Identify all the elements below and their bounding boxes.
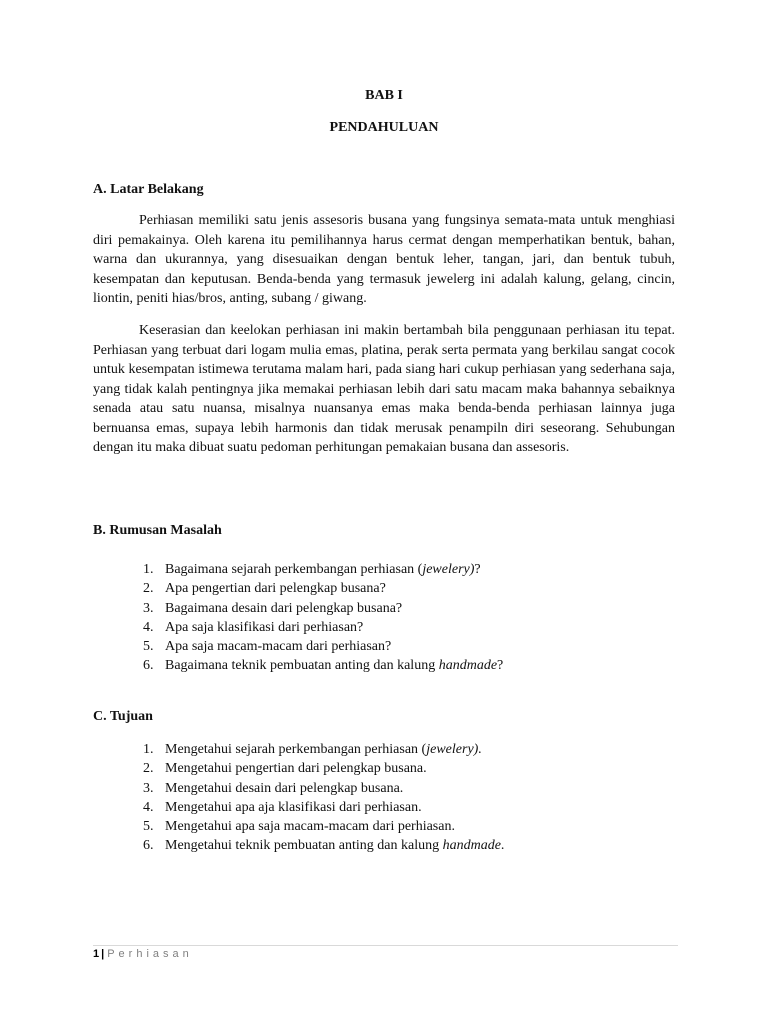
list-suffix: ?: [474, 562, 481, 577]
page-number: 1: [93, 948, 100, 960]
list-item: [93, 779, 504, 798]
list-text: Apa saja macam-macam dari perhiasan?: [165, 639, 392, 655]
list-number: 4.: [143, 619, 154, 635]
list-item: [93, 759, 504, 778]
list-item: [93, 817, 504, 836]
list-item: [93, 656, 503, 675]
section-c-heading: C. Tujuan: [93, 709, 153, 724]
list-suffix: ?: [497, 658, 504, 674]
list-emphasis: handmade: [438, 658, 498, 674]
list-item: [93, 560, 503, 579]
list-text: Mengetahui apa aja klasifikasi dari perhiasan.: [165, 799, 422, 815]
list-item: [93, 798, 504, 817]
list-number: 2.: [143, 581, 154, 597]
chapter-title: BAB I: [365, 88, 403, 103]
footer-document-name: Perhiasan: [107, 948, 193, 960]
list-number: 4.: [143, 799, 154, 815]
list-emphasis: jewelery): [422, 562, 475, 577]
list-number: 5.: [143, 819, 154, 835]
section-a-paragraph-2: Keserasian dan keelokan perhiasan ini makin bertambah bila penggunaan perhiasan itu tepat. Perhiasan yang terbuat dari logam mulia emas, platina, perak serta permata yang berkilau sangat cocok untuk kesempatan istimewa terutama malam hari, pada siang hari cukup perhiasan yang sederhana saja, yang tidak kalah pentingnya jika memakai perhiasan lebih dari satu macam maka bahannya sebaiknya senada atau satu nuansa, misalnya nuansanya emas maka benda-benda perhiasan lainnya juga bernuansa emas, supaya lebih harmonis dan tidak merusak penampiln diri seseorang. Sehubungan dengan itu maka dibuat suatu pedoman perhitungan pemakaian busana dan assesoris.: [93, 323, 675, 455]
list-emphasis: jewelery).: [426, 742, 482, 757]
list-item: [93, 836, 504, 855]
list-number: 1.: [143, 562, 154, 577]
list-text: Mengetahui teknik pembuatan anting dan kalung: [165, 838, 443, 854]
page-footer: [93, 948, 193, 960]
section-a-heading: A. Latar Belakang: [93, 182, 204, 197]
list-number: 3.: [143, 600, 154, 616]
list-text: Mengetahui pengertian dari pelengkap busana.: [165, 761, 427, 777]
list-number: 2.: [143, 761, 154, 777]
list-text: Apa saja klasifikasi dari perhiasan?: [165, 619, 364, 635]
list-item: [93, 618, 503, 637]
list-text: Bagaimana teknik pembuatan anting dan kalung: [165, 658, 439, 674]
list-item: [93, 637, 503, 656]
chapter-subtitle: PENDAHULUAN: [329, 120, 439, 135]
list-item: [93, 579, 503, 598]
list-number: 6.: [143, 838, 154, 854]
list-text: Bagaimana desain dari pelengkap busana?: [165, 600, 403, 616]
footer-separator: |: [101, 948, 105, 960]
section-b-heading: B. Rumusan Masalah: [93, 523, 222, 538]
list-text: Apa pengertian dari pelengkap busana?: [165, 581, 386, 597]
list-number: 5.: [143, 639, 154, 655]
list-text: Mengetahui sejarah perkembangan perhiasan (: [165, 742, 427, 757]
list-emphasis: handmade: [442, 838, 501, 854]
footer-divider: [93, 945, 678, 946]
list-item: [93, 599, 503, 618]
section-c-list: [93, 740, 504, 856]
list-text: Mengetahui apa saja macam-macam dari perhiasan.: [165, 819, 455, 835]
list-number: 6.: [143, 658, 154, 674]
section-a-paragraph-1: Perhiasan memiliki satu jenis assesoris busana yang fungsinya semata-mata untuk menghiasi diri pemakainya. Oleh karena itu pemilihannya harus cermat dengan memperhatikan bentuk, bahan, warna dan ukurannya, yang disesuaikan dengan bentuk leher, tangan, jari, dan bentuk tubuh, kesempatan dan keputusan. Benda-benda yang termasuk jewelerg ini adalah kalung, gelang, cincin, liontin, peniti hias/bros, anting, subang / giwang.: [93, 213, 675, 306]
list-item: [93, 740, 504, 759]
section-b-list: [93, 560, 503, 676]
list-text: Bagaimana sejarah perkembangan perhiasan (: [165, 562, 423, 577]
list-text: Mengetahui desain dari pelengkap busana.: [165, 780, 404, 796]
list-number: 3.: [143, 780, 154, 796]
list-number: 1.: [143, 742, 154, 757]
list-suffix: .: [500, 838, 505, 854]
